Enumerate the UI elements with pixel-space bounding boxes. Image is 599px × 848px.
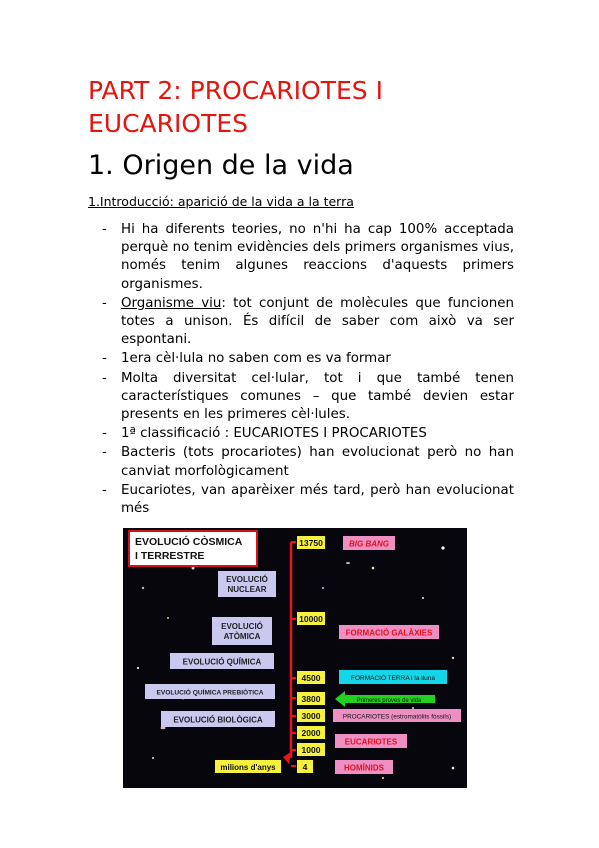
stage-atomic-line1: EVOLUCIÓ bbox=[221, 622, 263, 631]
bullet-text: : tot conjunt de molècules que funcionen totes a unison. És difícil de saber com això va ser espontani. bbox=[121, 295, 514, 348]
event-prokaryotes: PROCARIOTES (estromatòlits fòssils) bbox=[342, 713, 452, 721]
year-1000: 1000 bbox=[301, 745, 321, 755]
bullet-lead-term: Organisme viu bbox=[121, 295, 222, 311]
year-3800: 3800 bbox=[301, 694, 321, 704]
event-labels bbox=[333, 536, 461, 774]
bullet-text: 1era cèl·lula no saben com es va formar bbox=[121, 351, 391, 367]
stage-nuclear-line1: EVOLUCIÓ bbox=[226, 575, 268, 584]
year-4500: 4500 bbox=[301, 673, 321, 683]
stage-nuclear-line2: NUCLEAR bbox=[227, 585, 267, 594]
stage-atomic-line2: ATÒMICA bbox=[223, 632, 261, 641]
event-eukaryotes: EUCARIOTES bbox=[344, 737, 398, 747]
bullet-text: Molta diversitat cel·lular, tot i que també tenen característiques comunes – que també devien estar presents en les primeres cèl·lules. bbox=[121, 370, 514, 423]
unit-label: milions d'anys bbox=[220, 763, 276, 772]
bullet-item: - Bacteris (tots procariotes) han evolucionat però no han canviat morfològicament bbox=[102, 445, 514, 479]
event-earth: FORMACIÓ TERRA i la lluna bbox=[350, 675, 436, 682]
figure-title-box bbox=[129, 531, 257, 566]
bullet-item: - 1ª classificació : EUCARIOTES I PROCARIOTES bbox=[102, 426, 427, 442]
year-2000: 2000 bbox=[301, 728, 321, 738]
bullet-text: 1ª classificació : EUCARIOTES I PROCARIOTES bbox=[121, 426, 427, 442]
stage-boxes bbox=[145, 571, 276, 727]
bullet-item: - Organisme viu: tot conjunt de molècules que funcionen totes a unison. És difícil de saber com això va ser espontani. bbox=[102, 295, 514, 348]
year-3000: 3000 bbox=[301, 711, 321, 721]
stage-chemical: EVOLUCIÓ QUÍMICA bbox=[182, 657, 262, 667]
bullet-item: - Hi ha diferents teories, no n'hi ha cap 100% acceptada perquè no tenim evidències dels primers organismes vius, només tenim algunes reaccions d'aquests primers organismes. bbox=[102, 222, 514, 292]
bullet-text: Bacteris (tots procariotes) han evolucionat però no han canviat morfològicament bbox=[121, 445, 514, 479]
bullet-text: Hi ha diferents teories, no n'hi ha cap 100% acceptada perquè no tenim evidències dels primers organismes vius, només tenim algunes reaccions d'aquests primers organismes. bbox=[121, 222, 514, 292]
stage-biological: EVOLUCIÓ BIOLÒGICA bbox=[173, 715, 263, 725]
part-title: PART 2: PROCARIOTES I EUCARIOTES bbox=[88, 76, 383, 138]
bullet-item: - Molta diversitat cel·lular, tot i que també tenen característiques comunes – que també devien estar presents en les primeres cèl·lules. bbox=[102, 370, 514, 423]
timeline-axis bbox=[283, 542, 296, 766]
event-hominids: HOMÍNIDS bbox=[344, 763, 384, 773]
event-galaxies: FORMACIÓ GALÀXIES bbox=[345, 628, 433, 638]
section-heading: 1.Introducció: aparició de la vida a la terra bbox=[88, 194, 354, 209]
cosmic-evolution-figure bbox=[123, 528, 467, 788]
figure-graphic bbox=[123, 528, 467, 788]
year-10000: 10000 bbox=[299, 614, 323, 624]
event-first-life: Primeres proves de vida bbox=[356, 698, 422, 704]
figure-title-line2: I TERRESTRE bbox=[135, 550, 205, 562]
year-4: 4 bbox=[302, 762, 308, 772]
bullet-text: Eucariotes, van aparèixer més tard, però han evolucionat més bbox=[121, 482, 514, 517]
bullet-list bbox=[88, 221, 514, 519]
chapter-title: 1. Origen de la vida bbox=[88, 150, 354, 181]
event-big-bang: BIG BANG bbox=[349, 539, 389, 549]
year-13750: 13750 bbox=[299, 538, 323, 548]
bullet-item: - Eucariotes, van aparèixer més tard, però han evolucionat més bbox=[102, 482, 514, 517]
figure-title-line1: EVOLUCIÓ CÒSMICA bbox=[135, 536, 243, 548]
bullet-item: - 1era cèl·lula no saben com es va formar bbox=[102, 351, 391, 367]
stage-prebiotic: EVOLUCIÓ QUÍMICA PREBIÒTICA bbox=[156, 689, 264, 697]
